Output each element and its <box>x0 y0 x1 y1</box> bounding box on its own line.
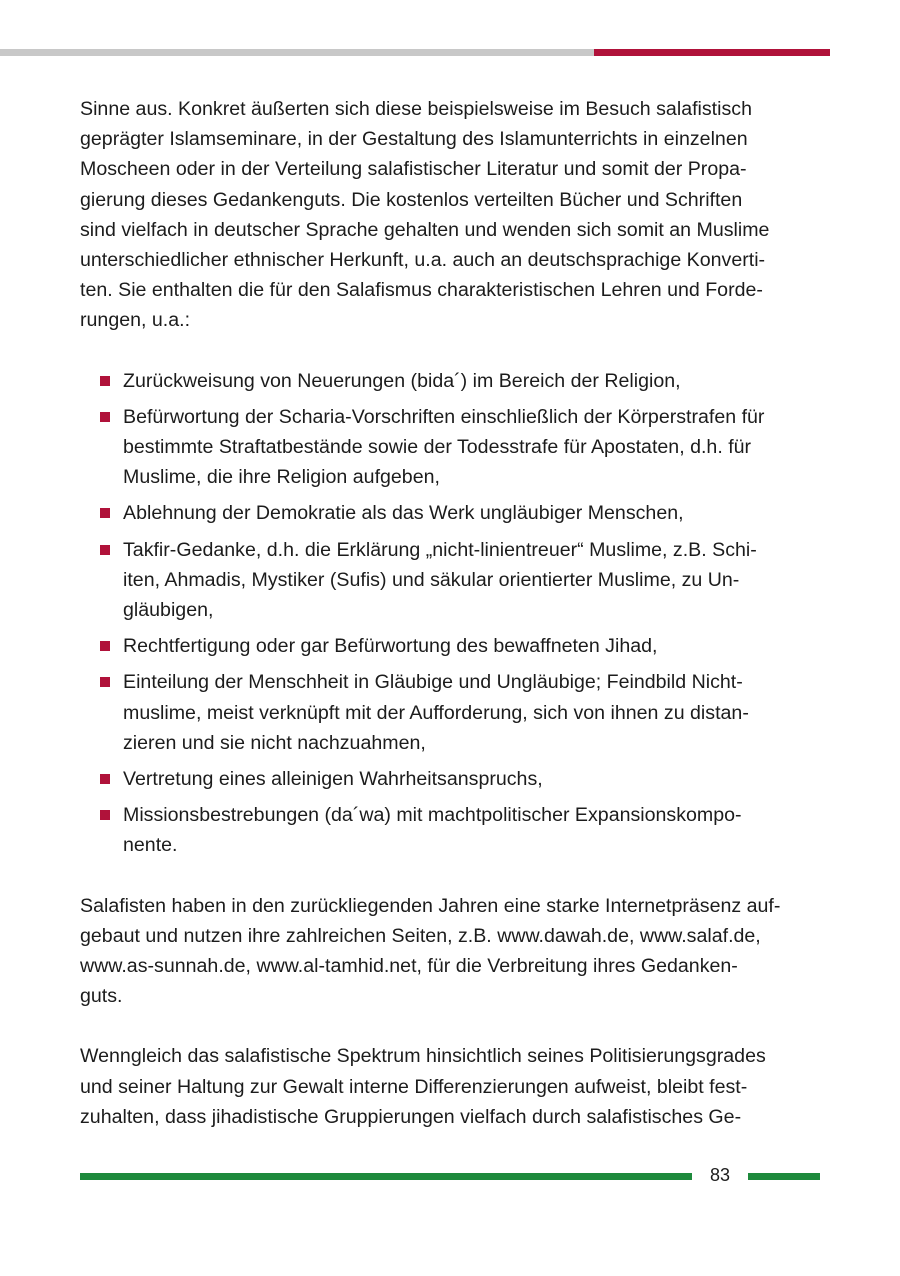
square-bullet-icon <box>100 810 110 820</box>
text-line: Moscheen oder in der Verteilung salafistischer Literatur und somit der Propa- <box>80 158 747 181</box>
square-bullet-icon <box>100 641 110 651</box>
text-line: Missionsbestrebungen (da´wa) mit machtpolitischer Expansionskompo- <box>123 804 742 827</box>
footer-bar-right <box>748 1173 820 1180</box>
paragraph-1 <box>80 94 824 336</box>
text-line: Befürwortung der Scharia-Vorschriften einschließlich der Körperstrafen für <box>123 405 765 428</box>
list-item <box>80 631 824 661</box>
text-line: iten, Ahmadis, Mystiker (Sufis) und säkular orientierter Muslime, zu Un- <box>123 568 740 591</box>
text-line: gierung dieses Gedankenguts. Die kostenlos verteilten Bücher und Schriften <box>80 188 743 211</box>
square-bullet-icon <box>100 412 110 422</box>
text-line: sind vielfach in deutscher Sprache gehalten und wenden sich somit an Muslime <box>80 218 770 241</box>
text-line: nente. <box>123 834 178 857</box>
square-bullet-icon <box>100 508 110 518</box>
text-line: Sinne aus. Konkret äußerten sich diese beispielsweise im Besuch salafistisch <box>80 98 752 120</box>
text-line: Rechtfertigung oder gar Befürwortung des bewaffneten Jihad, <box>123 635 658 658</box>
paragraph-2 <box>80 891 824 1012</box>
text-line: Zurückweisung von Neuerungen (bida´) im Bereich der Religion, <box>123 369 681 392</box>
text-line: ten. Sie enthalten die für den Salafismus charakteristischen Lehren und Forde- <box>80 279 763 302</box>
text-line: Salafisten haben in den zurückliegenden Jahren eine starke Internetpräsenz auf- <box>80 894 781 917</box>
text-line: Vertretung eines alleinigen Wahrheitsanspruchs, <box>123 768 543 791</box>
bullet-list <box>80 366 824 861</box>
header-bar-gray <box>0 49 594 56</box>
list-item <box>80 402 824 493</box>
text-line: zuhalten, dass jihadistische Gruppierungen vielfach durch salafistisches Ge- <box>80 1105 742 1128</box>
footer-bar-left <box>80 1173 692 1180</box>
square-bullet-icon <box>100 376 110 386</box>
list-item <box>80 667 824 758</box>
list-item <box>80 535 824 626</box>
list-item <box>80 800 824 860</box>
text-line: zieren und sie nicht nachzuahmen, <box>123 731 426 754</box>
header-bar-red <box>594 49 830 56</box>
paragraph-3 <box>80 1041 824 1132</box>
text-line: Ablehnung der Demokratie als das Werk ungläubiger Menschen, <box>123 502 684 525</box>
text-line: unterschiedlicher ethnischer Herkunft, u.a. auch an deutschsprachige Konverti- <box>80 249 766 272</box>
list-item <box>80 498 824 528</box>
page-content <box>80 94 824 1132</box>
text-line: rungen, u.a.: <box>80 309 191 332</box>
text-line: gläubigen, <box>123 599 214 622</box>
square-bullet-icon <box>100 545 110 555</box>
text-line: Muslime, die ihre Religion aufgeben, <box>123 466 440 489</box>
text-line: Takfir-Gedanke, d.h. die Erklärung „nicht-linientreuer“ Muslime, z.B. Schi- <box>123 538 757 561</box>
text-line: bestimmte Straftatbestände sowie der Todesstrafe für Apostaten, d.h. für <box>123 436 752 459</box>
text-line: und seiner Haltung zur Gewalt interne Differenzierungen aufweist, bleibt fest- <box>80 1075 748 1098</box>
text-line: gebaut und nutzen ihre zahlreichen Seiten, z.B. www.dawah.de, www.salaf.de, <box>80 924 761 947</box>
text-line: muslime, meist verknüpft mit der Aufforderung, sich von ihnen zu distan- <box>123 701 749 724</box>
text-line: geprägter Islamseminare, in der Gestaltung des Islamunterrichts in einzelnen <box>80 128 748 151</box>
square-bullet-icon <box>100 677 110 687</box>
list-item <box>80 764 824 794</box>
page-number: 83 <box>709 1165 731 1185</box>
text-line: www.as-sunnah.de, www.al-tamhid.net, für die Verbreitung ihres Gedanken- <box>80 955 738 978</box>
text-line: Wenngleich das salafistische Spektrum hinsichtlich seines Politisierungsgrades <box>80 1045 766 1068</box>
square-bullet-icon <box>100 774 110 784</box>
text-line: Einteilung der Menschheit in Gläubige und Ungläubige; Feindbild Nicht- <box>123 671 743 694</box>
list-item <box>80 366 824 396</box>
text-line: guts. <box>80 985 123 1008</box>
